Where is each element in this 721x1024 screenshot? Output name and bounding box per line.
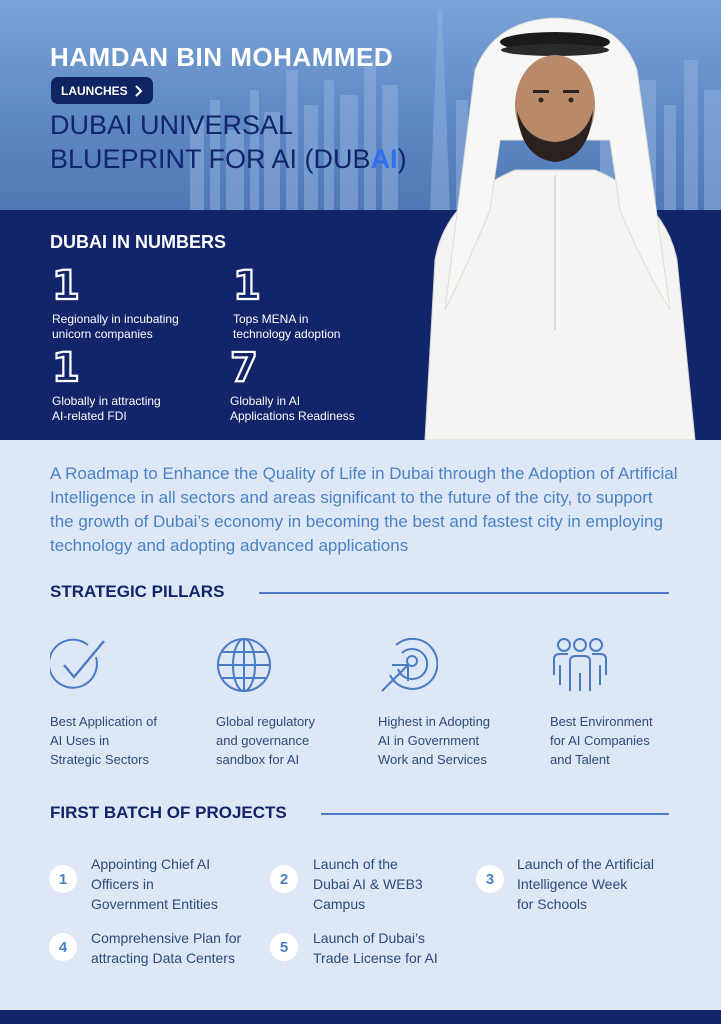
pillar-label-line: Highest in Adopting bbox=[378, 714, 491, 729]
pillar-label-line: and governance bbox=[216, 733, 310, 748]
pillar-label-line: AI in Government bbox=[378, 733, 480, 748]
pillar-label-line: Global regulatory bbox=[216, 714, 315, 729]
pillar-3 bbox=[378, 635, 528, 769]
stat-label-line2: unicorn companies bbox=[52, 327, 153, 341]
globe-icon bbox=[216, 635, 276, 695]
launches-badge bbox=[51, 77, 153, 104]
stat-label-line1: Globally in AI bbox=[230, 394, 301, 408]
project-label-line: Launch of the Artificial bbox=[517, 856, 654, 872]
stat-value: 1 bbox=[233, 263, 261, 309]
stat-3 bbox=[52, 345, 161, 424]
project-label-line: Launch of Dubai’s bbox=[313, 930, 425, 946]
pillar-label-line: Work and Services bbox=[378, 752, 487, 767]
project-3-label bbox=[517, 854, 654, 914]
pillar-label-line: AI Uses in bbox=[50, 733, 110, 748]
pillar-label-line: sandbox for AI bbox=[216, 752, 300, 767]
strategic-pillars-heading: STRATEGIC PILLARS bbox=[50, 582, 225, 601]
stat-4 bbox=[230, 345, 355, 424]
stat-value: 1 bbox=[52, 263, 80, 309]
footer-bar bbox=[0, 1010, 721, 1024]
stat-value: 1 bbox=[52, 345, 80, 391]
pillar-label-line: for AI Companies bbox=[550, 733, 650, 748]
project-label-line: attracting Data Centers bbox=[91, 950, 235, 966]
project-label-line: Government Entities bbox=[91, 896, 218, 912]
pillar-label-line: and Talent bbox=[550, 752, 610, 767]
pillar-label bbox=[550, 712, 700, 769]
project-label-line: for Schools bbox=[517, 896, 588, 912]
subtitle-line-1: DUBAI UNIVERSAL bbox=[50, 110, 294, 140]
project-label-line: Appointing Chief AI bbox=[91, 856, 211, 872]
launches-label: LAUNCHES bbox=[61, 83, 128, 98]
pillar-label-line: Best Environment bbox=[550, 714, 653, 729]
subtitle-prefix: BLUEPRINT FOR AI (DUB bbox=[50, 144, 371, 174]
project-label-line: Dubai AI & WEB3 bbox=[313, 876, 423, 892]
pillar-1 bbox=[50, 635, 200, 769]
project-1-label bbox=[91, 854, 218, 914]
project-5-label bbox=[313, 928, 438, 968]
pillar-label bbox=[216, 712, 366, 769]
stat-1 bbox=[52, 263, 179, 342]
project-label-line: Intelligence Week bbox=[517, 876, 628, 892]
projects-heading: FIRST BATCH OF PROJECTS bbox=[50, 803, 287, 822]
section-divider bbox=[321, 813, 669, 815]
project-4-label bbox=[91, 928, 241, 968]
checkmark-circle-icon bbox=[50, 635, 110, 695]
project-label-line: Officers in bbox=[91, 876, 154, 892]
chevron-right-icon bbox=[134, 85, 143, 97]
pillar-label bbox=[50, 712, 200, 769]
pillar-label bbox=[378, 712, 528, 769]
pillar-label-line: Best Application of bbox=[50, 714, 157, 729]
stat-value: 7 bbox=[230, 345, 258, 391]
project-number-badge: 2 bbox=[270, 865, 298, 893]
subtitle-suffix: ) bbox=[397, 144, 407, 174]
headline-title: HAMDAN BIN MOHAMMED bbox=[50, 42, 394, 72]
stat-label-line2: technology adoption bbox=[233, 327, 341, 341]
stat-label-line1: Regionally in incubating bbox=[52, 312, 179, 326]
pillar-2 bbox=[216, 635, 366, 769]
project-label-line: Campus bbox=[313, 896, 366, 912]
section-divider bbox=[259, 592, 669, 594]
pillar-4 bbox=[550, 635, 700, 769]
target-arrow-icon bbox=[378, 635, 438, 695]
numbers-heading: DUBAI IN NUMBERS bbox=[50, 232, 227, 252]
pillar-label-line: Strategic Sectors bbox=[50, 752, 149, 767]
portrait-image bbox=[405, 10, 705, 440]
project-number-badge: 5 bbox=[270, 933, 298, 961]
roadmap-intro-text: A Roadmap to Enhance the Quality of Life in Dubai through the Adoption of Artificial Intelligence in all sectors and areas significant to the future of the city, to support the growth of Dubai’s economy in becoming the best and fastest city in employing technology and adopting advanced applications bbox=[50, 464, 678, 555]
subtitle-ai-highlight: AI bbox=[370, 144, 398, 174]
stat-label-line2: AI-related FDI bbox=[52, 409, 127, 423]
stat-label-line1: Globally in attracting bbox=[52, 394, 161, 408]
project-2-label bbox=[313, 854, 423, 914]
project-label-line: Trade License for AI bbox=[313, 950, 438, 966]
project-number-badge: 4 bbox=[49, 933, 77, 961]
project-number-badge: 3 bbox=[476, 865, 504, 893]
stat-label-line1: Tops MENA in bbox=[233, 312, 309, 326]
project-label-line: Comprehensive Plan for bbox=[91, 930, 242, 946]
project-number-badge: 1 bbox=[49, 865, 77, 893]
project-label-line: Launch of the bbox=[313, 856, 398, 872]
stat-2 bbox=[233, 263, 341, 342]
stat-label-line2: Applications Readiness bbox=[230, 409, 355, 423]
people-group-icon bbox=[550, 635, 610, 695]
